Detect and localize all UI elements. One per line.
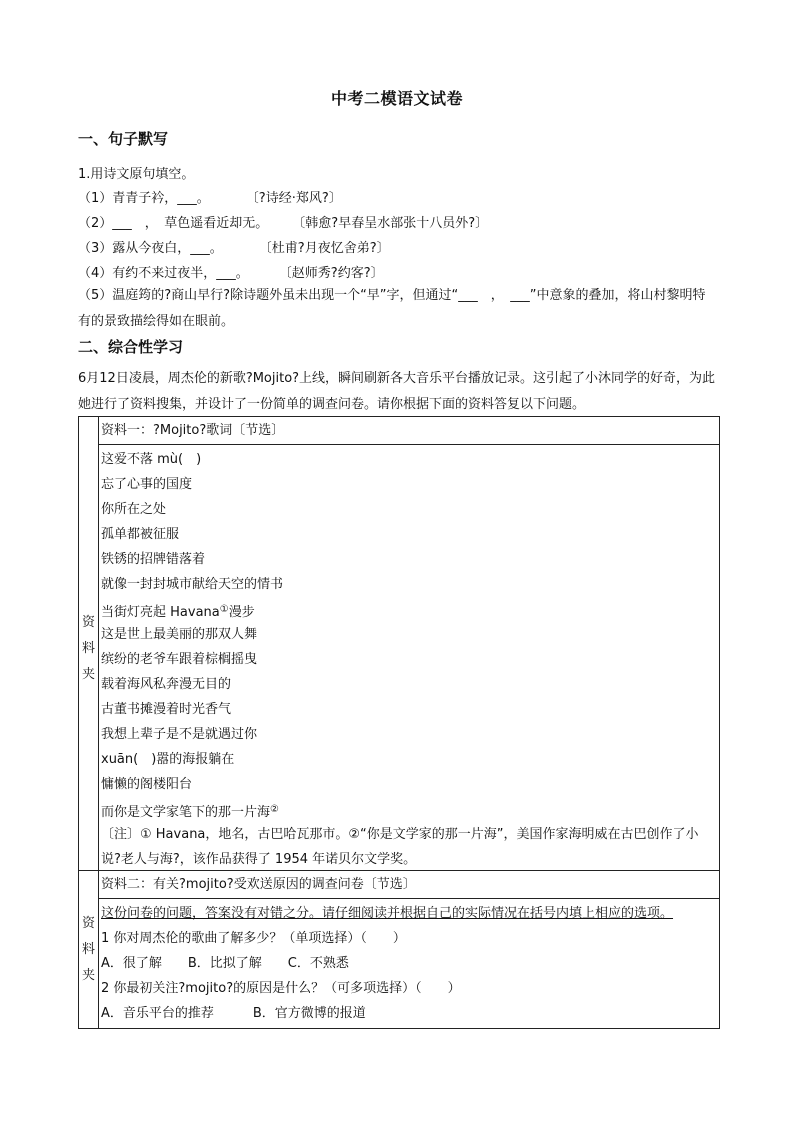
material-1-heading: 资料一：?Mojito?歌词〔节选〕 — [99, 417, 719, 445]
item-number: （2） — [78, 216, 113, 231]
lyric-line: 慵懒的阁楼阳台 — [101, 777, 193, 792]
q1-item-1 — [78, 187, 342, 206]
section1-heading: 一、句子默写 — [78, 130, 169, 148]
material-table-2 — [78, 871, 720, 1029]
lyric-text: 当街灯亮起 Havana — [101, 605, 220, 620]
item-text: 露从今夜白，___。 — [112, 241, 223, 256]
material-2-heading: 资料二：有关?mojito?受欢送原因的调查问卷〔节选〕 — [99, 871, 719, 899]
lyric-line: 缤纷的老爷车跟着棕榈摇曳 — [101, 652, 258, 667]
item-number: （1） — [78, 191, 113, 206]
footnote-mark-2: ② — [270, 804, 279, 815]
item-source: 〔赵师秀?约客?〕 — [278, 266, 384, 281]
item-text: 青青子衿，___。 — [112, 191, 210, 206]
survey-question-2-options: A．音乐平台的推荐 B．官方微博的报道 — [101, 1006, 366, 1021]
lyric-line — [99, 797, 719, 822]
lyric-line: 这是世上最美丽的那双人舞 — [101, 627, 258, 642]
q1-item-3 — [78, 237, 390, 256]
item-source: 〔?诗经·郑风?〕 — [245, 191, 342, 206]
item-text: ___ ， 草色遥看近却无。 — [112, 216, 269, 231]
lyric-line: 载着海风私奔漫无目的 — [101, 677, 232, 692]
lyric-line: 古董书摊漫着时光香气 — [101, 702, 232, 717]
side-label-char: 料 — [81, 641, 95, 656]
lyric-suffix: 漫步 — [228, 605, 255, 620]
lyric-line: 忘了心事的国度 — [101, 477, 193, 492]
section2-heading: 二、综合性学习 — [78, 338, 184, 356]
side-label-char: 资 — [81, 916, 95, 931]
section2-intro: 6月12日凌晨，周杰伦的新歌?Mojito?上线，瞬间刷新各大音乐平台播放记录。这引起了小沐同学的好奇，为此她进行了资料搜集，并设计了一份简单的调查问卷。请你根据下面的资料答复以下问题。 — [78, 371, 716, 412]
item-number: （3） — [78, 241, 113, 256]
lyric-line: 铁锈的招牌错落着 — [101, 552, 206, 567]
footnote-mark-1: ① — [219, 604, 229, 615]
lyric-line: xuān( )嚣的海报躺在 — [101, 752, 235, 767]
side-column — [79, 871, 99, 1028]
lyric-line — [99, 597, 719, 622]
lyrics-note: 〔注〕① Havana，地名，古巴哈瓦那市。②“你是文学家的那一片海”，美国作家海明威在古巴创作了小说?老人与海?，该作品获得了 1954 年诺贝尔文学奖。 — [101, 827, 699, 867]
lyric-line: 这爱不落 mù( ) — [101, 452, 202, 467]
lyric-text: 而你是文学家笔下的那一片海 — [101, 805, 271, 820]
side-label-char: 料 — [81, 942, 95, 957]
side-label-char: 夹 — [81, 968, 95, 983]
q1-item-2 — [78, 212, 488, 231]
side-label-char: 资 — [81, 615, 95, 630]
survey-instruction: 这份问卷的问题，答案没有对错之分。请仔细阅读并根据自己的实际情况在括号内填上相应的选项。 — [101, 906, 674, 921]
material-table-1 — [78, 416, 720, 871]
item-text: 有约不来过夜半，___。 — [112, 266, 249, 281]
item-source: 〔杜甫?月夜忆舍弟?〕 — [258, 241, 390, 256]
side-column — [79, 417, 99, 870]
lyric-line: 我想上辈子是不是就遇过你 — [101, 727, 258, 742]
lyric-line: 孤单都被征服 — [101, 527, 180, 542]
item-source: 〔韩愈?早春呈水部张十八员外?〕 — [292, 216, 489, 231]
side-label-char: 夹 — [81, 667, 95, 682]
survey-block — [99, 901, 719, 1026]
q1-item-4 — [78, 262, 384, 281]
q1-intro: 1.用诗文原句填空。 — [78, 167, 195, 182]
survey-question-2: 2 你最初关注?mojito?的原因是什么？（可多项选择）（ ） — [101, 981, 461, 996]
item-number: （4） — [78, 266, 113, 281]
lyric-line: 就像一封封城市献给天空的情书 — [101, 577, 284, 592]
page-title: 中考二模语文试卷 — [330, 89, 463, 108]
lyrics-block — [99, 447, 719, 872]
lyric-line: 你所在之处 — [101, 502, 167, 517]
survey-question-1-options: A．很了解 B．比拟了解 C．不熟悉 — [101, 956, 349, 971]
survey-question-1: 1 你对周杰伦的歌曲了解多少？（单项选择）（ ） — [101, 931, 406, 946]
q1-item-5: （5）温庭筠的?商山早行?除诗题外虽未出现一个“早”字，但通过“___ ， ___”中意象的叠加，将山村黎明特有的景致描绘得如在眼前。 — [78, 288, 706, 329]
